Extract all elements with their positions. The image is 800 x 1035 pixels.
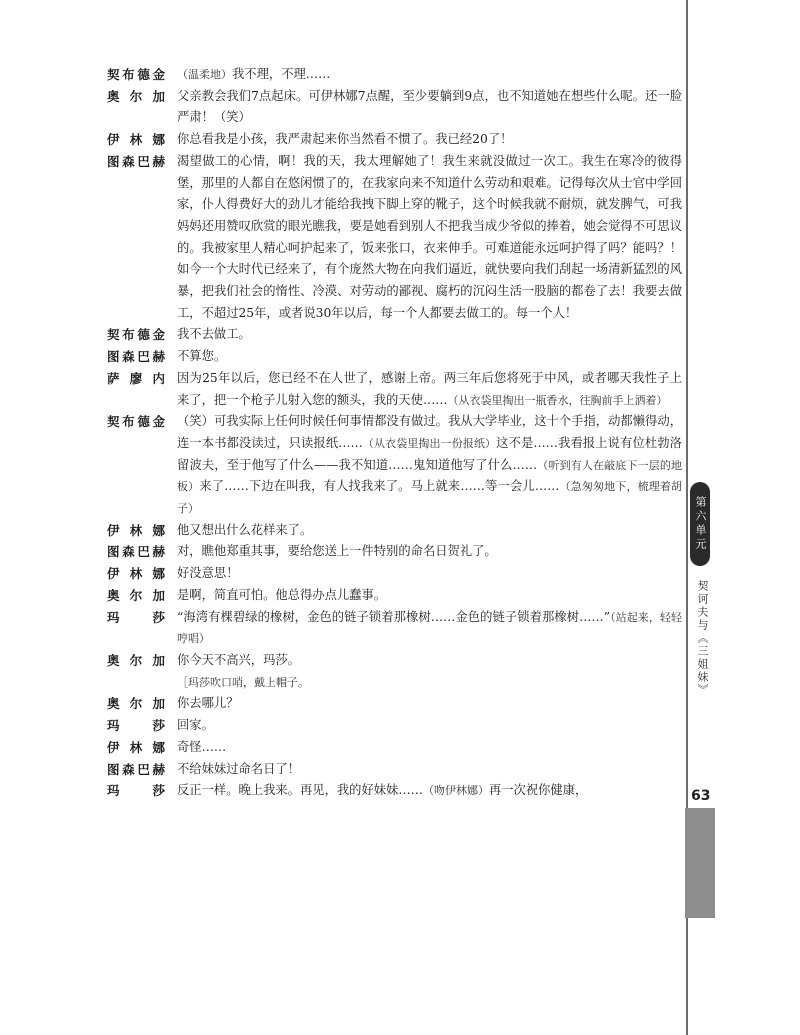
dialogue-line [107, 715, 682, 737]
speech-text [177, 715, 682, 737]
speech-text [177, 520, 682, 542]
dialogue-line [107, 650, 682, 672]
speech-segment: （笑）可我实际上任何时候任何事情都没有做过。我从大学毕业，这十个手指，动都懒得动，连一本书都没读过，只读报纸…… [177, 414, 682, 450]
speech-segment: 好没意思！ [177, 566, 239, 581]
speaker-name: 契布德金 [107, 327, 165, 343]
speech-text [177, 585, 682, 607]
speaker-name: 伊林娜 [107, 522, 165, 538]
page-number: 63 [691, 788, 711, 804]
dialogue-line [107, 737, 682, 759]
speaker-name: 图森巴赫 [107, 544, 165, 560]
speech-segment: 回家。 [177, 718, 214, 733]
speech-segment: 你今天不高兴，玛莎。 [177, 652, 300, 667]
stage-direction: （温柔地） [177, 68, 232, 81]
chapter-badge: 第六单元 [690, 482, 710, 566]
speaker-name: 奥尔加 [107, 88, 165, 104]
speech-text [177, 151, 682, 325]
speaker-name: 奥尔加 [107, 587, 165, 603]
speech-segment: 来了……下边在叫我，有人找我来了。马上就来……等一会儿…… [199, 479, 560, 494]
dialogue-line [107, 563, 682, 585]
speech-text [177, 411, 682, 520]
speech-text [177, 324, 682, 346]
speech-segment: 他又想出什么花样来了。 [177, 522, 313, 537]
stage-direction: （急匆匆地下，梳理着胡子） [177, 480, 683, 516]
speech-segment: 奇怪…… [177, 739, 227, 754]
speaker-name: 奥尔加 [107, 696, 165, 712]
dialogue-line [107, 86, 682, 129]
dialogue-line [107, 693, 682, 715]
speech-segment: 你去哪儿？ [177, 696, 239, 711]
speech-text [177, 672, 682, 694]
speaker-name: 图森巴赫 [107, 761, 165, 777]
speech-segment: 是啊，简直可怕。他总得办点儿蠢事。 [177, 587, 387, 602]
speech-text [177, 737, 682, 759]
dialogue-line [107, 151, 682, 325]
dialogue-line [107, 780, 682, 802]
speech-text [177, 650, 682, 672]
stage-direction: （站起来，轻轻哼唱） [177, 610, 683, 646]
speech-text [177, 64, 682, 86]
speech-text [177, 563, 682, 585]
speech-segment: 再一次祝你健康， [488, 783, 588, 798]
speech-segment: 父亲教会我们7点起床。可伊林娜7点醒，至少要躺到9点，也不知道她在想些什么呢。还一脸严肃！（笑） [177, 88, 682, 125]
speech-text [177, 693, 682, 715]
stage-direction: （从衣袋里掏出一瓶香水，往胸前手上洒着） [447, 393, 668, 407]
speech-segment: 渴望做工的心情，啊！我的天，我太理解她了！我生来就没做过一次工。我生在寒冷的彼得堡，那里的人都自在悠闲惯了的，在我家向来不知道什么劳动和艰难。记得每次从士官中学回家，仆人得费好大的劲儿才能给我拽下脚上穿的靴子，这个时候我就不耐烦，就发脾气，可我妈妈还用赞叹欣赏的眼光瞧我，要是她看到别人不把我当成少爷似的捧着，她会觉得不可思议的。我被家里人精心呵护起来了，饭来张口，衣来伸手。可难道能永远呵护得了吗？能吗？！如今一个大时代已经来了，有个庞然大物在向我们逼近，就快要向我们刮起一场清新猛烈的风暴，把我们社会的惰性、冷漠、对劳动的鄙视、腐朽的沉闷生活一股脑的都卷了去！我要去做工，不超过25年，或者说30年以后，每一个人都要去做工的。每一个人！ [177, 153, 682, 320]
speech-text [177, 129, 682, 151]
speech-segment: 因为25年以后，您已经不在人世了，感谢上帝。两三年后您将死于中风，或者哪天我性子上来了，把一个枪子儿射入您的额头，我的天使…… [177, 370, 682, 407]
speaker-name: 图森巴赫 [107, 349, 165, 365]
speech-segment: “海湾有棵碧绿的橡树，金色的链子锁着那橡树……金色的链子锁着那橡树……” [177, 609, 610, 624]
speaker-name: 伊林娜 [107, 566, 165, 582]
speech-segment: 这不是……我看报上说有位杜勃洛留波夫，至于他写了什么——我不知道……鬼知道他写了什么…… [177, 435, 682, 472]
speech-segment: 我不去做工。 [177, 327, 251, 342]
speaker-name: 奥尔加 [107, 652, 165, 668]
stage-direction: （听到有人在敲底下一层的地板） [177, 458, 682, 494]
speech-text [177, 541, 682, 563]
dialogue-line [107, 672, 682, 694]
speech-segment: 对，瞧他郑重其事，要给您送上一件特别的命名日贺礼了。 [177, 544, 497, 559]
speech-segment: 不给妹妹过命名日了！ [177, 761, 300, 776]
speaker-name [107, 672, 171, 694]
speech-text [177, 759, 682, 781]
speaker-name: 萨廖内 [107, 370, 165, 386]
speech-segment: 反正一样。晚上我来。再见，我的好妹妹…… [177, 783, 423, 798]
stage-direction: ［玛莎吹口哨，戴上帽子。 [177, 675, 309, 689]
speaker-name: 伊林娜 [107, 132, 165, 148]
dialogue-line [107, 368, 682, 411]
margin-gray-band [685, 808, 715, 918]
dialogue-line [107, 324, 682, 346]
stage-direction: （吻伊林娜） [422, 784, 489, 798]
speech-segment: 我不理，不理…… [232, 67, 331, 81]
side-running-title: 契诃夫与《三姐妹》 [696, 580, 709, 697]
speaker-name: 玛莎 [107, 783, 165, 799]
dialogue-line [107, 129, 682, 151]
dialogue-line [107, 541, 682, 563]
speech-text [177, 780, 682, 802]
dialogue-line [107, 607, 682, 650]
speech-text [177, 86, 682, 129]
speaker-name: 图森巴赫 [107, 153, 165, 169]
speaker-name: 玛莎 [107, 609, 165, 625]
speech-segment: 不算您。 [177, 349, 227, 364]
speaker-name: 伊林娜 [107, 739, 165, 755]
dialogue-line [107, 346, 682, 368]
dialogue-line [107, 411, 682, 520]
speaker-name: 契布德金 [107, 67, 165, 82]
speaker-name: 玛莎 [107, 718, 165, 734]
speaker-name: 契布德金 [107, 414, 165, 430]
speech-text [177, 346, 682, 368]
dialogue-line [107, 64, 682, 86]
dialogue-line [107, 520, 682, 542]
stage-direction: （从衣袋里掏出一份报纸） [362, 436, 497, 450]
dialogue-body [107, 64, 682, 802]
dialogue-line [107, 759, 682, 781]
speech-segment: 你总看我是小孩，我严肃起来你当然看不惯了。我已经20了！ [177, 132, 513, 147]
speech-text [177, 607, 682, 650]
dialogue-line [107, 585, 682, 607]
speech-text [177, 368, 682, 411]
